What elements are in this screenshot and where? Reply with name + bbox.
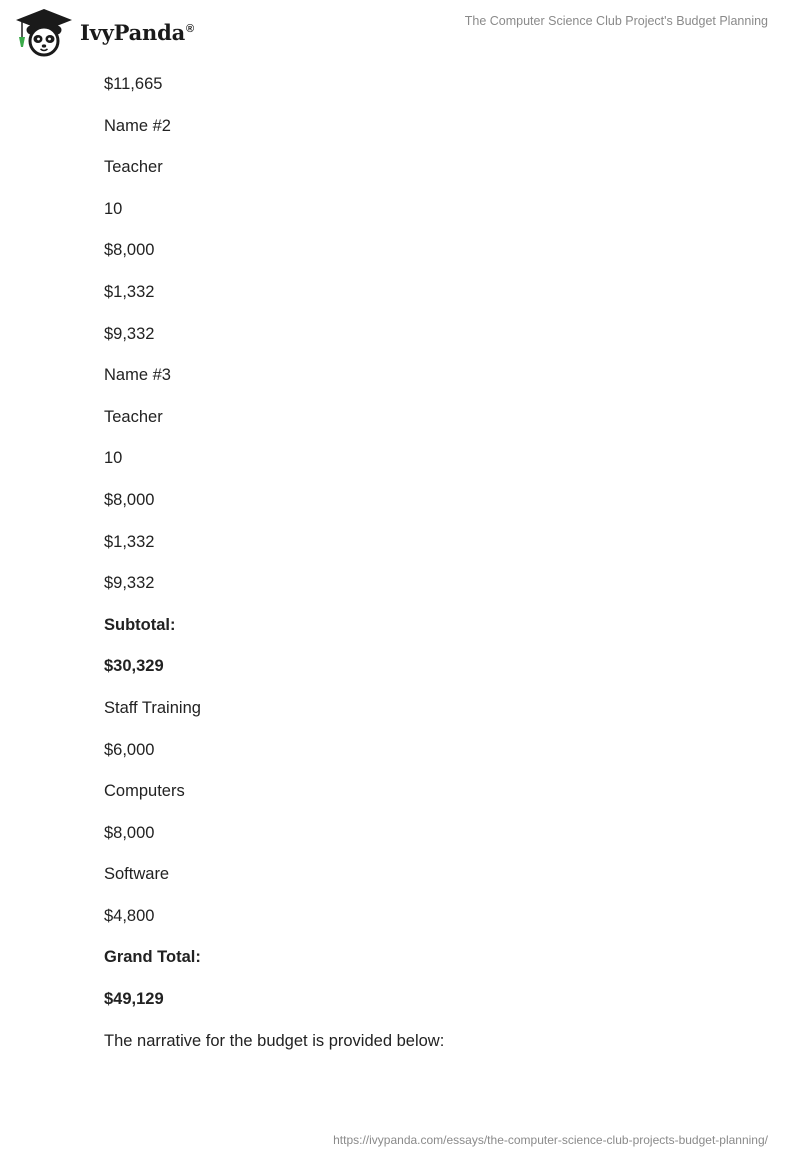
subtotal-value: $30,329 bbox=[104, 657, 164, 676]
body-line: $8,000 bbox=[104, 823, 155, 842]
body-line: $1,332 bbox=[104, 282, 155, 301]
grand-total-label: Grand Total: bbox=[104, 948, 201, 967]
body-line: Name #2 bbox=[104, 116, 171, 135]
document-title: The Computer Science Club Project's Budget Planning bbox=[464, 14, 768, 28]
narrative-intro: The narrative for the budget is provided below: bbox=[104, 1031, 445, 1050]
registered-mark: ® bbox=[186, 22, 194, 35]
panda-graduation-cap-icon bbox=[14, 7, 74, 57]
body-line: Teacher bbox=[104, 158, 163, 177]
subtotal-label: Subtotal: bbox=[104, 615, 176, 634]
body-line: $9,332 bbox=[104, 574, 155, 593]
source-url-link[interactable]: https://ivypanda.com/essays/the-computer-science-club-projects-budget-planning/ bbox=[333, 1133, 768, 1147]
body-line: $8,000 bbox=[104, 241, 155, 260]
body-line: 10 bbox=[104, 449, 123, 468]
site-logo[interactable] bbox=[14, 6, 194, 58]
body-line: $8,000 bbox=[104, 490, 155, 509]
document-body bbox=[104, 71, 744, 1069]
body-line: $4,800 bbox=[104, 906, 155, 925]
grand-total-value: $49,129 bbox=[104, 990, 164, 1009]
body-line: $11,665 bbox=[104, 75, 163, 93]
body-line: $6,000 bbox=[104, 740, 155, 759]
body-line: 10 bbox=[104, 199, 123, 218]
brand-name: IvyPanda® bbox=[80, 19, 194, 45]
body-line: Teacher bbox=[104, 407, 163, 426]
body-line: $1,332 bbox=[104, 532, 155, 551]
body-line: Software bbox=[104, 865, 170, 884]
body-line: Name #3 bbox=[104, 366, 171, 385]
body-line: Staff Training bbox=[104, 698, 201, 717]
body-line: $9,332 bbox=[104, 324, 155, 343]
body-line: Computers bbox=[104, 782, 185, 801]
